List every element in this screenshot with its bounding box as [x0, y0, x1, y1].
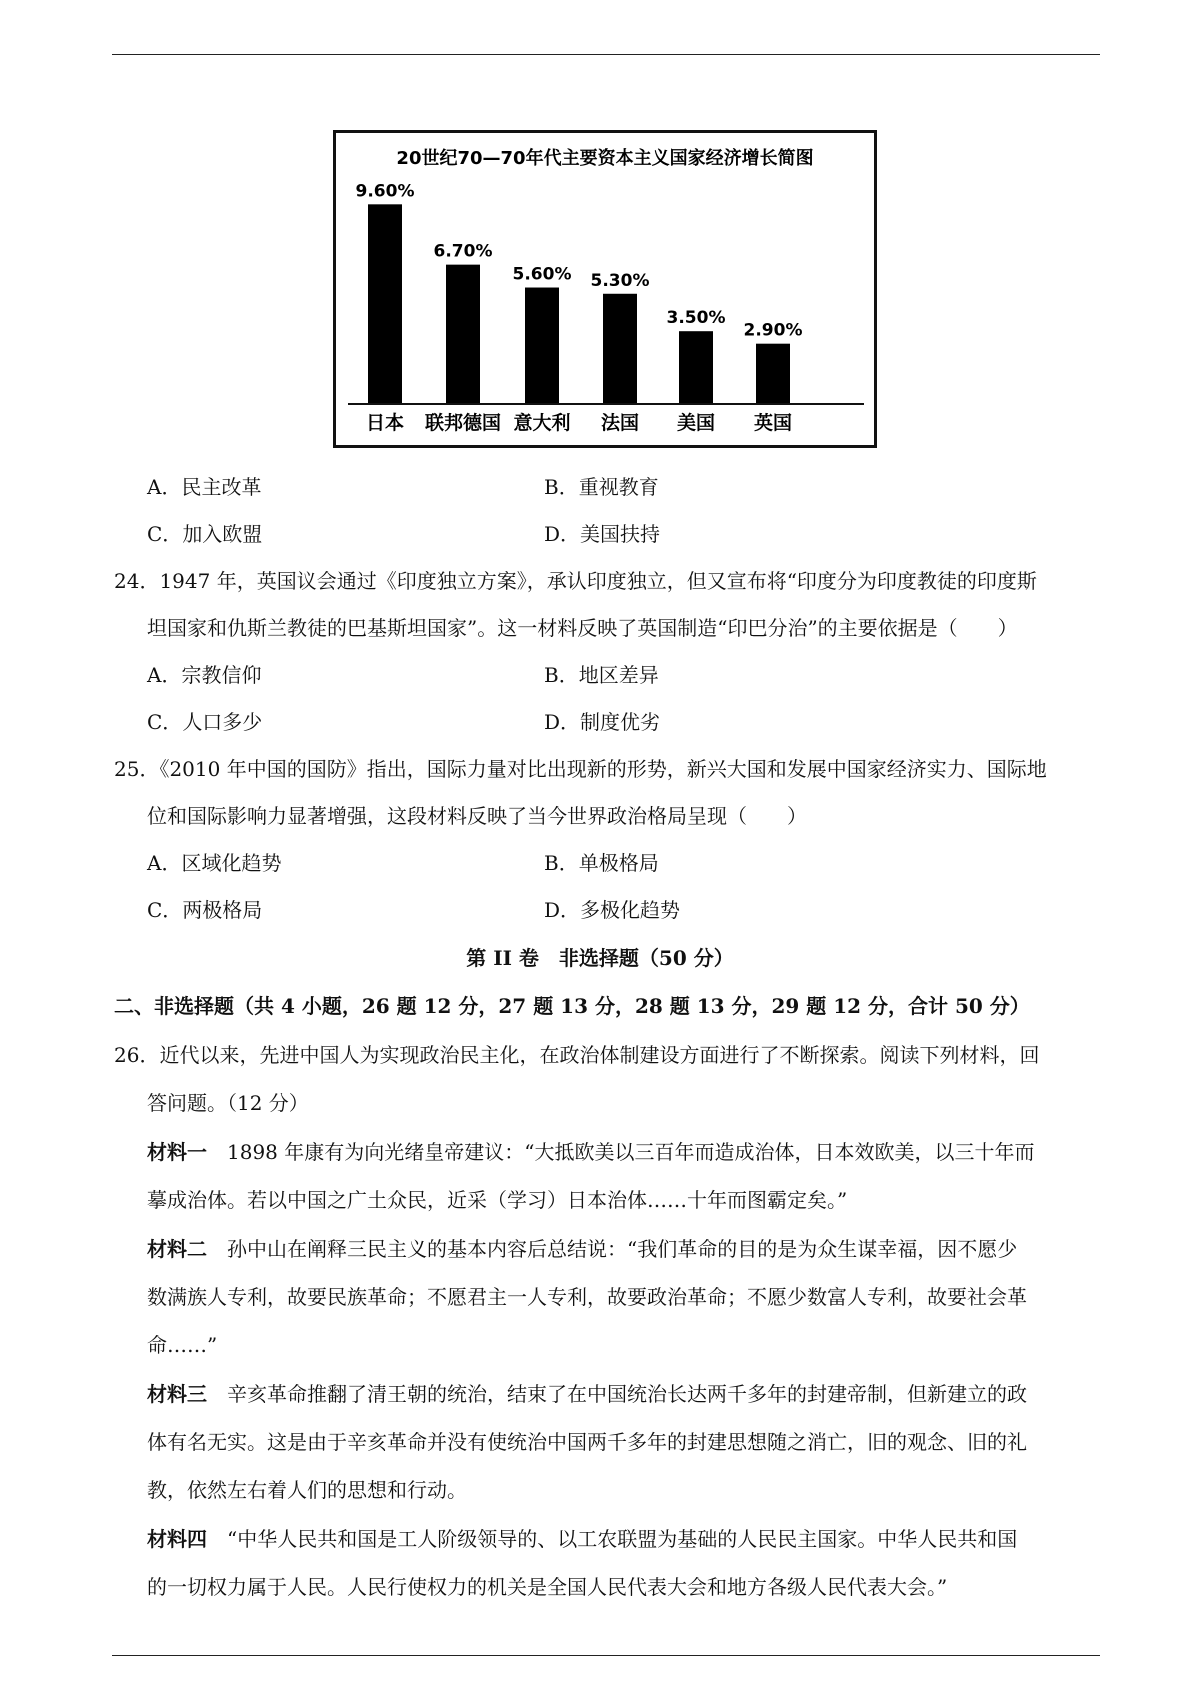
material-4-line2: 的一切权力属于人民。人民行使权力的机关是全国人民代表大会和地方各级人民代表大会。” — [147, 1575, 948, 1599]
material-2-line2: 数满族人专利，故要民族革命；不愿君主一人专利，故要政治革命；不愿少数富人专利，故要社会革 — [147, 1285, 1027, 1309]
q24-option-d[interactable]: D．制度优劣 — [544, 710, 661, 734]
material-2-label: 材料二 — [147, 1237, 207, 1261]
bar-value-label-1: 6.70% — [433, 241, 493, 262]
bar-5 — [756, 344, 790, 404]
q23-option-b[interactable]: B．重视教育 — [544, 475, 659, 499]
q24-stem-line2: 坦国家和仇斯兰教徒的巴基斯坦国家”。这一材料反映了英国制造“印巴分治”的主要依据是（ ） — [147, 616, 1018, 640]
q26-stem-line1: 26．近代以来，先进中国人为实现政治民主化，在政治体制建设方面进行了不断探索。阅读下列材料，回 — [114, 1043, 1040, 1067]
footer-rule — [112, 1655, 1100, 1656]
category-label-0: 日本 — [365, 412, 405, 434]
q24-option-b[interactable]: B．地区差异 — [544, 663, 659, 687]
material-1-line2: 摹成治体。若以中国之广土众民，近采（学习）日本治体……十年而图霸定矣。” — [147, 1188, 848, 1212]
bar-chart — [333, 130, 877, 448]
material-2-line3: 命……” — [147, 1333, 218, 1357]
material-2-line1: 材料二 孙中山在阐释三民主义的基本内容后总结说：“我们革命的目的是为众生谋幸福，因不愿少 — [147, 1237, 1018, 1261]
bar-4 — [679, 331, 713, 404]
q25-option-c[interactable]: C．两极格局 — [147, 898, 263, 922]
material-4-label: 材料四 — [147, 1527, 207, 1551]
bar-0 — [368, 204, 402, 404]
q24-stem-line1: 24．1947 年，英国议会通过《印度独立方案》，承认印度独立，但又宣布将“印度分为印度教徒的印度斯 — [114, 569, 1037, 593]
bar-2 — [525, 288, 559, 404]
bar-value-label-0: 9.60% — [355, 181, 415, 202]
bar-value-label-5: 2.90% — [743, 320, 803, 341]
q23-option-a[interactable]: A．民主改革 — [147, 475, 262, 499]
bar-value-label-3: 5.30% — [590, 270, 650, 291]
material-3-line1: 材料三 辛亥革命推翻了清王朝的统治，结束了在中国统治长达两千多年的封建帝制，但新建立的政 — [147, 1382, 1027, 1406]
material-3-label: 材料三 — [147, 1382, 207, 1406]
q25-stem-line1: 25．《2010 年中国的国防》指出，国际力量对比出现新的形势，新兴大国和发展中国家经济实力、国际地 — [114, 757, 1047, 781]
category-label-5: 英国 — [753, 412, 793, 434]
chart-svg — [336, 133, 874, 445]
q25-option-a[interactable]: A．区域化趋势 — [147, 851, 282, 875]
bar-1 — [446, 265, 480, 404]
category-label-2: 意大利 — [513, 412, 571, 434]
q25-stem-line2: 位和国际影响力显著增强，这段材料反映了当今世界政治格局呈现（ ） — [147, 804, 807, 828]
header-rule — [112, 54, 1100, 55]
q26-stem-line2: 答问题。（12 分） — [147, 1091, 309, 1115]
material-1-label: 材料一 — [147, 1140, 207, 1164]
section-heading: 二、非选择题（共 4 小题，26 题 12 分，27 题 13 分，28 题 13 分，29 题 12 分，合计 50 分） — [114, 994, 1030, 1018]
q23-option-c[interactable]: C．加入欧盟 — [147, 522, 263, 546]
category-label-4: 美国 — [676, 412, 716, 434]
q25-option-d[interactable]: D．多极化趋势 — [544, 898, 681, 922]
bar-value-label-4: 3.50% — [666, 308, 726, 329]
bar-3 — [603, 294, 637, 404]
q25-option-b[interactable]: B．单极格局 — [544, 851, 659, 875]
section-title: 第 II 卷 非选择题（50 分） — [466, 946, 734, 970]
bar-value-label-2: 5.60% — [512, 264, 572, 285]
material-3-line3: 教，依然左右着人们的思想和行动。 — [147, 1478, 467, 1502]
q23-option-d[interactable]: D．美国扶持 — [544, 522, 661, 546]
material-4-line1: 材料四 “中华人民共和国是工人阶级领导的、以工农联盟为基础的人民民主国家。中华人民共和国 — [147, 1527, 1018, 1551]
category-label-3: 法国 — [600, 412, 640, 434]
material-1-line1: 材料一 1898 年康有为向光绪皇帝建议：“大抵欧美以三百年而造成治体，日本效欧美，以三十年而 — [147, 1140, 1035, 1164]
material-3-line2: 体有名无实。这是由于辛亥革命并没有使统治中国两千多年的封建思想随之消亡，旧的观念、旧的礼 — [147, 1430, 1027, 1454]
q24-option-a[interactable]: A．宗教信仰 — [147, 663, 262, 687]
category-label-1: 联邦德国 — [424, 412, 502, 434]
chart-title: 20世纪70—70年代主要资本主义国家经济增长简图 — [396, 148, 814, 169]
q24-option-c[interactable]: C．人口多少 — [147, 710, 263, 734]
